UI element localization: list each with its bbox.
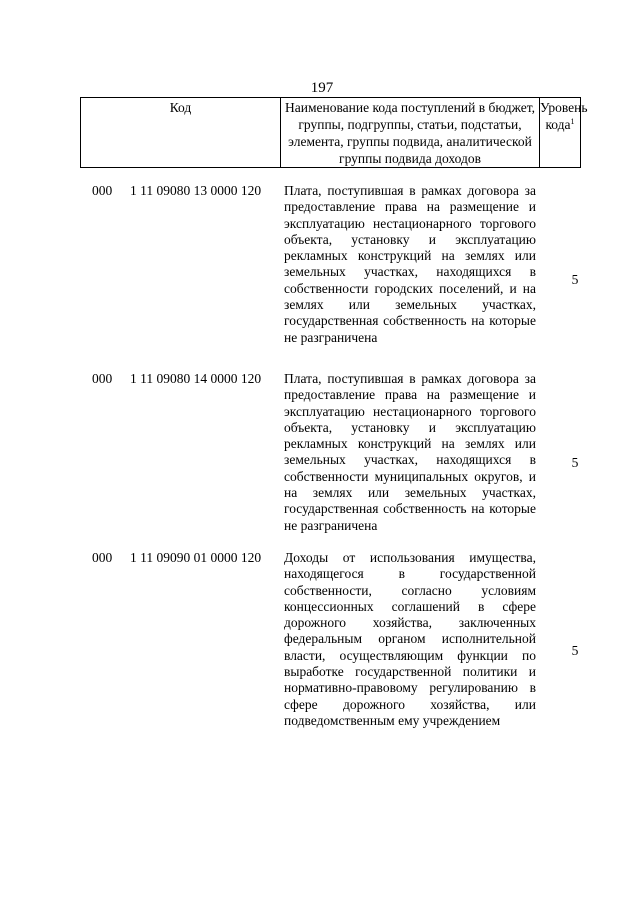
header-level	[540, 98, 588, 168]
header-name-label: Наименование кода поступлений в бюджет, группы, подгруппы, статьи, подстатьи, элемента, группы подвида, аналитической группы подвида доходов	[284, 100, 535, 166]
page-number: 197	[310, 80, 334, 96]
table-header	[80, 97, 588, 168]
income-name: Плата, поступившая в рамках договора за предоставление права на размещение и эксплуатацию нестационарного торгового объекта, установку и эксплуатацию рекламных конструкций на землях или земельных участках, находящихся в собственности муниципальных округов, и на землях или земельных участках, государственная собственность на которые не разграничена	[284, 371, 536, 533]
header-name	[281, 98, 540, 168]
header-code	[81, 98, 281, 168]
code-level: 5	[571, 272, 579, 287]
admin-code: 000	[92, 550, 113, 565]
income-code: 1 11 09090 01 0000 120	[130, 550, 262, 565]
footnote-marker: 1	[570, 117, 575, 126]
code-level: 5	[571, 643, 579, 658]
admin-code: 000	[92, 183, 113, 198]
income-name: Плата, поступившая в рамках договора за предоставление права на размещение и эксплуатацию нестационарного торгового объекта, установку и эксплуатацию рекламных конструкций на землях или земельных участках, находящихся в собственности городских поселений, и на землях или земельных участках, государственная собственность на которые не разграничена	[284, 183, 536, 345]
income-code: 1 11 09080 14 0000 120	[130, 371, 262, 386]
admin-code: 000	[92, 371, 113, 386]
income-name: Доходы от использования имущества, находящегося в государственной собственности, согласно условиям концессионных соглашений в сфере дорожного хозяйства, заключенных федеральным органом исполнительной власти, осуществляющим функции по выработке государственной политики и нормативно-правовому регулированию в сфере дорожного хозяйства, или подведомственным ему учреждением	[284, 550, 536, 728]
code-level: 5	[571, 455, 579, 470]
header-level-label: Уровень кода	[540, 100, 588, 132]
header-code-label: Код	[169, 100, 192, 115]
income-code: 1 11 09080 13 0000 120	[130, 183, 262, 198]
